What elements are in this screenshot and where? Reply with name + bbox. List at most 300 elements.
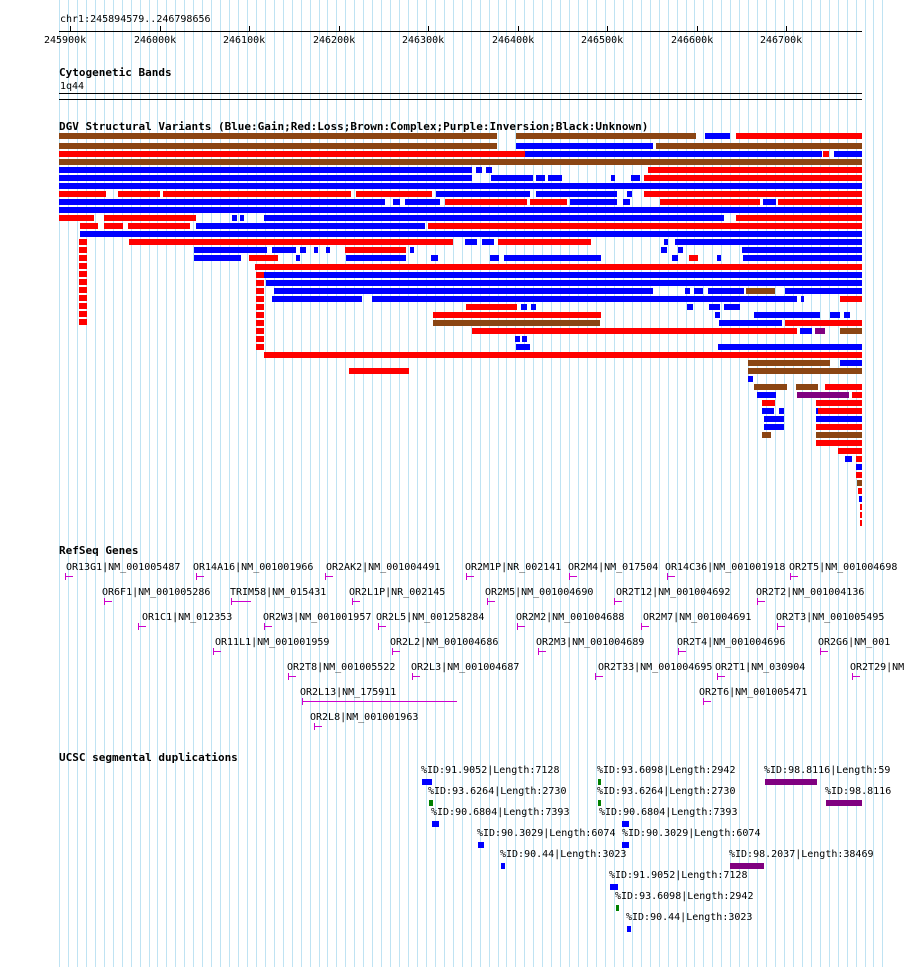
gene-label[interactable]: OR2M2|NM_001004688 xyxy=(516,612,625,623)
segdup-label[interactable]: %ID:90.3029|Length:6074 xyxy=(622,828,761,839)
gene-label[interactable]: OR2G6|NM_001 xyxy=(818,637,891,648)
dgv-variant[interactable] xyxy=(661,247,667,253)
dgv-variant[interactable] xyxy=(536,191,617,197)
dgv-variant[interactable] xyxy=(59,175,472,181)
gene-feature[interactable] xyxy=(392,651,400,652)
dgv-variant[interactable] xyxy=(816,400,862,406)
dgv-variant[interactable] xyxy=(249,255,278,261)
cytoband-label: 1q44 xyxy=(60,81,85,92)
dgv-variant[interactable] xyxy=(482,239,494,245)
dgv-variant[interactable] xyxy=(256,344,264,350)
gene-feature[interactable] xyxy=(352,601,360,602)
dgv-variant[interactable] xyxy=(256,320,264,326)
dgv-variant[interactable] xyxy=(516,133,696,139)
dgv-variant[interactable] xyxy=(838,448,862,454)
dgv-variant[interactable] xyxy=(349,368,409,374)
dgv-variant[interactable] xyxy=(431,255,438,261)
ruler-tick-label: 246200k xyxy=(313,35,356,46)
dgv-variant[interactable] xyxy=(611,175,615,181)
segdup-label[interactable]: %ID:93.6264|Length:2730 xyxy=(597,786,736,797)
gene-feature[interactable] xyxy=(213,651,221,652)
ruler-tick xyxy=(518,26,519,32)
segdup-label[interactable]: %ID:93.6264|Length:2730 xyxy=(428,786,567,797)
gene-feature[interactable] xyxy=(678,651,686,652)
gene-feature[interactable] xyxy=(104,601,112,602)
gene-feature[interactable] xyxy=(487,601,495,602)
dgv-variant[interactable] xyxy=(59,159,862,165)
dgv-variant[interactable] xyxy=(762,408,774,414)
segdup-feature[interactable] xyxy=(730,863,764,869)
gene-feature[interactable] xyxy=(314,726,322,727)
dgv-variant[interactable] xyxy=(672,255,678,261)
dgv-variant[interactable] xyxy=(525,151,822,157)
dgv-variant[interactable] xyxy=(232,215,237,221)
gene-feature[interactable] xyxy=(820,651,828,652)
dgv-variant[interactable] xyxy=(256,280,264,286)
gene-label[interactable]: OR2T4|NM_001004696 xyxy=(677,637,786,648)
gene-label[interactable]: OR11L1|NM_001001959 xyxy=(215,637,330,648)
gene-end-mark xyxy=(104,598,105,605)
dgv-variant[interactable] xyxy=(128,223,190,229)
ruler-tick xyxy=(607,26,608,32)
ruler-tick xyxy=(786,26,787,32)
gene-feature[interactable] xyxy=(264,626,272,627)
dgv-variant[interactable] xyxy=(255,264,862,270)
dgv-variant[interactable] xyxy=(256,336,264,342)
gene-label[interactable]: OR13G1|NM_001005487 xyxy=(66,562,181,573)
dgv-variant[interactable] xyxy=(664,239,668,245)
dgv-variant[interactable] xyxy=(59,199,385,205)
dgv-variant[interactable] xyxy=(860,504,862,510)
dgv-variant[interactable] xyxy=(196,223,425,229)
segdup-label[interactable]: %ID:90.6804|Length:7393 xyxy=(431,807,570,818)
gene-feature[interactable] xyxy=(790,576,798,577)
dgv-variant[interactable] xyxy=(504,255,601,261)
segdup-label[interactable]: %ID:90.3029|Length:6074 xyxy=(477,828,616,839)
dgv-variant[interactable] xyxy=(754,312,820,318)
dgv-variant[interactable] xyxy=(689,255,698,261)
dgv-variant[interactable] xyxy=(531,304,536,310)
gene-end-mark xyxy=(641,623,642,630)
gene-feature[interactable] xyxy=(667,576,675,577)
gene-label[interactable]: OR6F1|NM_001005286 xyxy=(102,587,211,598)
dgv-variant[interactable] xyxy=(79,279,87,285)
dgv-variant[interactable] xyxy=(104,223,123,229)
dgv-variant[interactable] xyxy=(825,384,862,390)
dgv-variant[interactable] xyxy=(314,247,318,253)
gene-feature[interactable] xyxy=(717,676,725,677)
gene-end-mark xyxy=(820,648,821,655)
dgv-variant[interactable] xyxy=(796,384,818,390)
segdup-feature[interactable] xyxy=(622,842,629,848)
dgv-variant[interactable] xyxy=(623,199,630,205)
gene-end-mark xyxy=(717,673,718,680)
dgv-variant[interactable] xyxy=(856,472,862,478)
gene-label[interactable]: OR2M5|NM_001004690 xyxy=(485,587,594,598)
gene-label[interactable]: OR2T1|NM_030904 xyxy=(715,662,806,673)
ruler-tick-label: 246400k xyxy=(492,35,535,46)
segdup-feature[interactable] xyxy=(432,821,439,827)
cytoband-track-title[interactable]: Cytogenetic Bands xyxy=(59,66,172,79)
dgv-variant[interactable] xyxy=(736,133,862,139)
dgv-variant[interactable] xyxy=(859,496,862,502)
dgv-variant[interactable] xyxy=(491,175,533,181)
dgv-variant[interactable] xyxy=(79,271,87,277)
gene-end-mark xyxy=(65,573,66,580)
dgv-variant[interactable] xyxy=(79,295,87,301)
gene-label[interactable]: OR2T33|NM_001004695 xyxy=(598,662,713,673)
gene-label[interactable]: OR2L8|NM_001001963 xyxy=(310,712,419,723)
dgv-variant[interactable] xyxy=(530,199,567,205)
dgv-variant[interactable] xyxy=(256,272,264,278)
dgv-variant[interactable] xyxy=(678,247,683,253)
dgv-variant[interactable] xyxy=(445,199,527,205)
dgv-variant[interactable] xyxy=(743,255,862,261)
gene-label[interactable]: OR2M1P|NR_002141 xyxy=(465,562,562,573)
refseq-track-title[interactable]: RefSeq Genes xyxy=(59,544,139,557)
segdup-label[interactable]: %ID:90.6804|Length:7393 xyxy=(599,807,738,818)
dgv-variant[interactable] xyxy=(748,376,753,382)
gene-feature[interactable] xyxy=(777,626,785,627)
dgv-variant[interactable] xyxy=(490,255,499,261)
segdup-feature[interactable] xyxy=(598,779,601,785)
dgv-variant[interactable] xyxy=(687,304,693,310)
gene-label[interactable]: OR2W3|NM_001001957 xyxy=(263,612,372,623)
gene-label[interactable]: OR2L5|NM_001258284 xyxy=(376,612,485,623)
gene-feature[interactable] xyxy=(757,601,765,602)
dgv-variant[interactable] xyxy=(685,288,690,294)
dgv-variant[interactable] xyxy=(757,392,776,398)
dgv-variant[interactable] xyxy=(498,239,591,245)
gene-feature[interactable] xyxy=(466,576,474,577)
dgv-variant[interactable] xyxy=(80,223,98,229)
dgv-variant[interactable] xyxy=(856,464,862,470)
dgv-variant[interactable] xyxy=(844,312,850,318)
dgv-variant[interactable] xyxy=(79,303,87,309)
gene-end-mark xyxy=(595,673,596,680)
dgv-variant[interactable] xyxy=(79,263,87,269)
gene-end-mark xyxy=(196,573,197,580)
gene-end-mark xyxy=(378,623,379,630)
segdup-label[interactable]: %ID:90.44|Length:3023 xyxy=(500,849,627,860)
dgv-variant[interactable] xyxy=(708,288,744,294)
dgv-variant[interactable] xyxy=(79,255,87,261)
dgv-variant[interactable] xyxy=(515,336,520,342)
dgv-variant[interactable] xyxy=(785,320,862,326)
dgv-variant[interactable] xyxy=(816,440,862,446)
dgv-variant[interactable] xyxy=(256,312,264,318)
dgv-variant[interactable] xyxy=(856,456,862,462)
gene-end-mark xyxy=(412,673,413,680)
gene-label[interactable]: OR2T8|NM_001005522 xyxy=(287,662,396,673)
dgv-variant[interactable] xyxy=(264,272,862,278)
gene-label[interactable]: OR1C1|NM_012353 xyxy=(142,612,233,623)
dgv-variant[interactable] xyxy=(746,288,775,294)
dgv-variant[interactable] xyxy=(79,311,87,317)
dgv-variant[interactable] xyxy=(300,247,306,253)
segdup-feature[interactable] xyxy=(622,821,629,827)
dgv-variant[interactable] xyxy=(548,175,562,181)
dgv-variant[interactable] xyxy=(785,288,862,294)
dgv-variant[interactable] xyxy=(848,133,862,139)
gene-end-mark xyxy=(352,598,353,605)
dgv-variant[interactable] xyxy=(345,247,406,253)
dgv-variant[interactable] xyxy=(59,215,94,221)
dgv-variant[interactable] xyxy=(194,247,267,253)
dgv-variant[interactable] xyxy=(748,368,862,374)
gene-label[interactable]: TRIM58|NM_015431 xyxy=(230,587,327,598)
gene-feature[interactable] xyxy=(412,676,420,677)
dgv-variant[interactable] xyxy=(256,296,264,302)
dgv-variant[interactable] xyxy=(79,247,87,253)
gene-label[interactable]: OR2L3|NM_001004687 xyxy=(411,662,520,673)
gene-feature[interactable] xyxy=(196,576,204,577)
dgv-variant[interactable] xyxy=(779,408,784,414)
dgv-variant[interactable] xyxy=(570,199,617,205)
dgv-variant[interactable] xyxy=(627,191,632,197)
segdup-label[interactable]: %ID:98.8116 xyxy=(825,786,892,797)
gene-end-mark xyxy=(757,598,758,605)
gene-end-mark xyxy=(325,573,326,580)
dgv-variant[interactable] xyxy=(724,304,740,310)
dgv-variant[interactable] xyxy=(860,512,862,518)
gene-label[interactable]: OR2T3|NM_001005495 xyxy=(776,612,885,623)
dgv-variant[interactable] xyxy=(433,320,600,326)
dgv-variant[interactable] xyxy=(272,247,296,253)
gene-label[interactable]: OR2T6|NM_001005471 xyxy=(699,687,808,698)
gene-feature[interactable] xyxy=(288,676,296,677)
dgv-variant[interactable] xyxy=(764,424,784,430)
gene-end-mark xyxy=(777,623,778,630)
dgv-variant[interactable] xyxy=(644,175,862,181)
segdup-label[interactable]: %ID:93.6098|Length:2942 xyxy=(615,891,754,902)
dgv-variant[interactable] xyxy=(433,312,601,318)
gene-label[interactable]: OR2T29|NM xyxy=(850,662,904,673)
dgv-variant[interactable] xyxy=(631,175,640,181)
dgv-variant[interactable] xyxy=(465,239,477,245)
gene-label[interactable]: OR2L13|NM_175911 xyxy=(300,687,397,698)
dgv-variant[interactable] xyxy=(256,328,264,334)
segdup-label[interactable]: %ID:91.9052|Length:7128 xyxy=(609,870,748,881)
dgv-variant[interactable] xyxy=(536,175,545,181)
dgv-variant[interactable] xyxy=(326,247,330,253)
dgv-variant[interactable] xyxy=(240,215,244,221)
dgv-variant[interactable] xyxy=(466,304,517,310)
gene-label[interactable]: OR2T2|NM_001004136 xyxy=(756,587,865,598)
dgv-variant[interactable] xyxy=(486,167,492,173)
dgv-variant[interactable] xyxy=(436,191,530,197)
gene-end-mark xyxy=(678,648,679,655)
gene-feature[interactable] xyxy=(65,576,73,577)
dgv-variant[interactable] xyxy=(736,215,862,221)
dgv-variant[interactable] xyxy=(256,288,264,294)
dgv-variant[interactable] xyxy=(830,312,840,318)
dgv-variant[interactable] xyxy=(59,191,106,197)
dgv-variant[interactable] xyxy=(59,151,525,157)
segdup-label[interactable]: %ID:98.2037|Length:38469 xyxy=(729,849,874,860)
dgv-variant[interactable] xyxy=(59,167,472,173)
gene-label[interactable]: OR2T5|NM_001004698 xyxy=(789,562,898,573)
gene-label[interactable]: OR14C36|NM_001001918 xyxy=(665,562,786,573)
gene-feature[interactable] xyxy=(703,701,711,702)
gene-feature[interactable] xyxy=(538,651,546,652)
dgv-variant[interactable] xyxy=(59,207,862,213)
gene-feature[interactable] xyxy=(378,626,386,627)
dgv-variant[interactable] xyxy=(476,167,482,173)
dgv-variant[interactable] xyxy=(762,432,771,438)
gene-feature[interactable] xyxy=(569,576,577,577)
ruler-tick xyxy=(160,26,161,32)
dgv-variant[interactable] xyxy=(296,255,300,261)
dgv-variant[interactable] xyxy=(393,199,400,205)
dgv-variant[interactable] xyxy=(256,264,264,270)
dgv-variant[interactable] xyxy=(754,384,787,390)
dgv-variant[interactable] xyxy=(763,199,776,205)
gene-label[interactable]: OR14A16|NM_001001966 xyxy=(193,562,314,573)
dgv-variant[interactable] xyxy=(264,215,724,221)
dgv-variant[interactable] xyxy=(266,280,862,286)
dgv-variant[interactable] xyxy=(356,191,432,197)
dgv-variant[interactable] xyxy=(778,199,862,205)
dgv-variant[interactable] xyxy=(764,416,784,422)
gene-label[interactable]: OR2L2|NM_001004686 xyxy=(390,637,499,648)
segdup-feature[interactable] xyxy=(501,863,505,869)
gene-feature[interactable] xyxy=(641,626,649,627)
dgv-variant[interactable] xyxy=(800,328,812,334)
segdup-label[interactable]: %ID:91.9052|Length:7128 xyxy=(421,765,560,776)
dgv-variant[interactable] xyxy=(516,143,653,149)
dgv-variant[interactable] xyxy=(816,416,862,422)
segdup-label[interactable]: %ID:98.8116|Length:59 xyxy=(764,765,891,776)
dgv-variant[interactable] xyxy=(709,304,720,310)
dgv-variant[interactable] xyxy=(717,255,721,261)
gene-end-mark xyxy=(614,598,615,605)
gene-feature[interactable] xyxy=(138,626,146,627)
segdup-feature[interactable] xyxy=(616,905,619,911)
gene-end-mark xyxy=(288,673,289,680)
gene-label[interactable]: OR2M7|NM_001004691 xyxy=(643,612,752,623)
gene-end-mark xyxy=(264,623,265,630)
dgv-variant[interactable] xyxy=(59,143,497,149)
dgv-variant[interactable] xyxy=(834,151,862,157)
dgv-variant[interactable] xyxy=(79,239,87,245)
dgv-variant[interactable] xyxy=(644,191,862,197)
gene-feature[interactable] xyxy=(231,601,251,602)
gene-feature[interactable] xyxy=(595,676,603,677)
dgv-variant[interactable] xyxy=(163,191,351,197)
dgv-variant[interactable] xyxy=(104,215,196,221)
dgv-variant[interactable] xyxy=(372,296,797,302)
dgv-variant[interactable] xyxy=(860,520,862,526)
dgv-variant[interactable] xyxy=(79,287,87,293)
ruler-tick-label: 246600k xyxy=(671,35,714,46)
dgv-variant[interactable] xyxy=(80,231,862,237)
segdup-feature[interactable] xyxy=(598,800,601,806)
dgv-variant[interactable] xyxy=(705,133,730,139)
dgv-variant[interactable] xyxy=(801,296,804,302)
dgv-variant[interactable] xyxy=(858,488,862,494)
segdup-feature[interactable] xyxy=(826,800,862,806)
dgv-variant[interactable] xyxy=(194,255,241,261)
dgv-variant[interactable] xyxy=(675,239,862,245)
segdup-feature[interactable] xyxy=(627,926,631,932)
dgv-variant[interactable] xyxy=(823,151,829,157)
segdup-track-title[interactable]: UCSC segmental duplications xyxy=(59,751,238,764)
dgv-variant[interactable] xyxy=(816,424,862,430)
dgv-variant[interactable] xyxy=(742,247,862,253)
segdup-label[interactable]: %ID:93.6098|Length:2942 xyxy=(597,765,736,776)
gene-label[interactable]: OR2M3|NM_001004689 xyxy=(536,637,645,648)
dgv-variant[interactable] xyxy=(818,408,862,414)
gene-feature[interactable] xyxy=(517,626,525,627)
segdup-label[interactable]: %ID:90.44|Length:3023 xyxy=(626,912,753,923)
gene-label[interactable]: OR2AK2|NM_001004491 xyxy=(326,562,441,573)
dgv-variant[interactable] xyxy=(857,480,862,486)
dgv-variant[interactable] xyxy=(840,360,862,366)
gene-feature[interactable] xyxy=(852,676,860,677)
dgv-variant[interactable] xyxy=(762,400,775,406)
gene-end-mark xyxy=(487,598,488,605)
dgv-variant[interactable] xyxy=(274,288,653,294)
gene-feature[interactable] xyxy=(302,701,457,702)
segdup-feature[interactable] xyxy=(422,779,432,785)
segdup-feature[interactable] xyxy=(765,779,817,785)
segdup-feature[interactable] xyxy=(429,800,433,806)
dgv-variant[interactable] xyxy=(472,328,797,334)
dgv-variant[interactable] xyxy=(748,360,830,366)
dgv-variant[interactable] xyxy=(648,167,862,173)
dgv-variant[interactable] xyxy=(522,336,527,342)
gene-label[interactable]: OR2T12|NM_001004692 xyxy=(616,587,731,598)
dgv-variant[interactable] xyxy=(715,312,720,318)
dgv-variant[interactable] xyxy=(118,191,160,197)
gene-feature[interactable] xyxy=(325,576,333,577)
dgv-variant[interactable] xyxy=(516,344,530,350)
gene-feature[interactable] xyxy=(614,601,622,602)
dgv-variant[interactable] xyxy=(660,199,760,205)
dgv-variant[interactable] xyxy=(815,328,825,334)
dgv-variant[interactable] xyxy=(256,304,264,310)
dgv-variant[interactable] xyxy=(264,352,862,358)
dgv-variant[interactable] xyxy=(59,133,497,139)
gene-label[interactable]: OR2M4|NM_017504 xyxy=(568,562,659,573)
dgv-variant[interactable] xyxy=(840,296,862,302)
gene-end-mark xyxy=(314,723,315,730)
segdup-feature[interactable] xyxy=(478,842,484,848)
dgv-variant[interactable] xyxy=(272,296,362,302)
gene-label[interactable]: OR2L1P|NR_002145 xyxy=(349,587,446,598)
dgv-variant[interactable] xyxy=(129,239,453,245)
dgv-variant[interactable] xyxy=(79,319,87,325)
dgv-variant[interactable] xyxy=(346,255,406,261)
dgv-variant[interactable] xyxy=(845,456,852,462)
dgv-variant[interactable] xyxy=(656,143,862,149)
dgv-variant[interactable] xyxy=(694,288,703,294)
dgv-variant[interactable] xyxy=(719,320,782,326)
dgv-variant[interactable] xyxy=(816,432,862,438)
segdup-feature[interactable] xyxy=(610,884,618,890)
dgv-variant[interactable] xyxy=(521,304,527,310)
dgv-variant[interactable] xyxy=(852,392,862,398)
dgv-variant[interactable] xyxy=(797,392,849,398)
dgv-variant[interactable] xyxy=(405,199,440,205)
dgv-variant[interactable] xyxy=(428,223,862,229)
dgv-variant[interactable] xyxy=(410,247,414,253)
dgv-variant[interactable] xyxy=(59,183,862,189)
dgv-track-title[interactable]: DGV Structural Variants (Blue:Gain;Red:Loss;Brown:Complex;Purple:Inversion;Black:Unknown) xyxy=(59,120,649,133)
dgv-variant[interactable] xyxy=(840,328,862,334)
dgv-variant[interactable] xyxy=(718,344,862,350)
